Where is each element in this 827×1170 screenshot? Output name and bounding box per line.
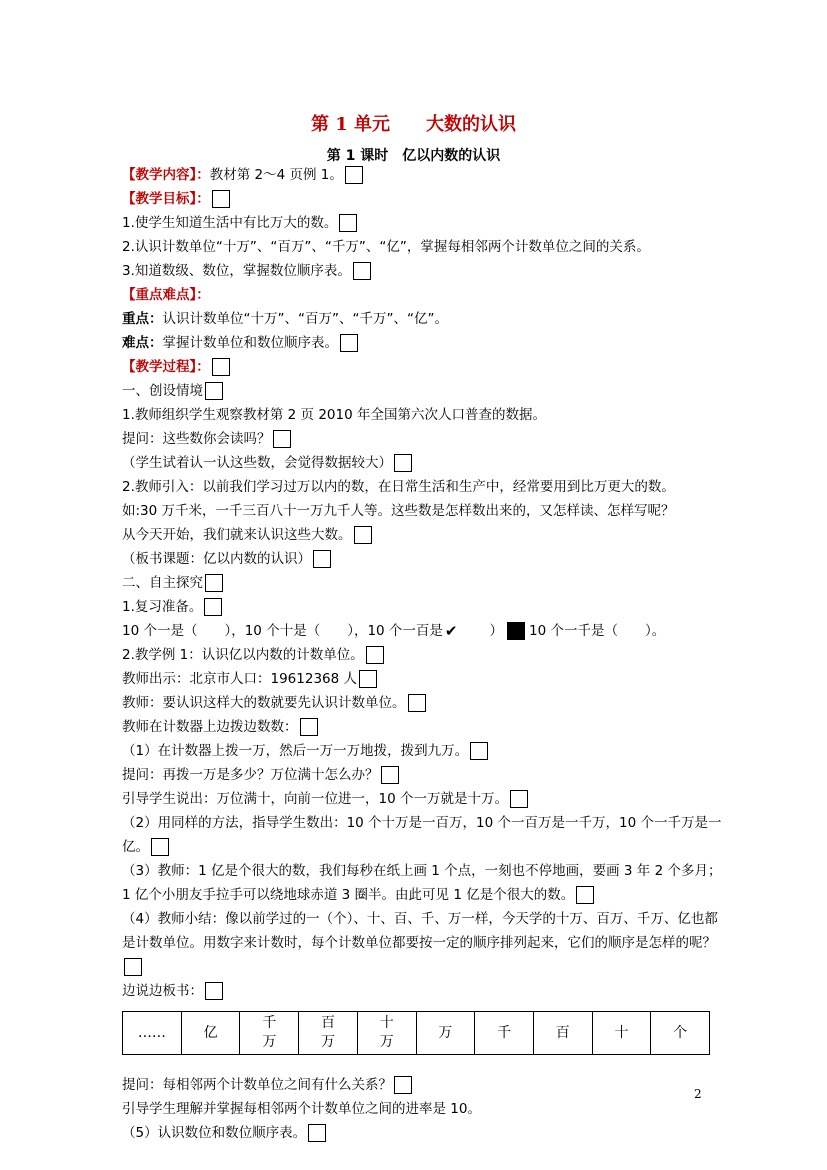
text: 10 个一是（ ），10 个十是（ ），10 个一百是 [122, 623, 443, 639]
section-label: 【重点难点】： [122, 287, 210, 303]
text-line [122, 1073, 722, 1097]
text-line [122, 427, 722, 451]
text-line [122, 499, 722, 523]
text: （3）教师：1 亿是个很大的数，我们每秒在纸上画 1 个点，一刻也不停地画，要画 3 年 2 个多月；1 亿个小朋友手拉手可以绕地球赤道 3 圈半。由此可见 1 亿是个很大的数。 [122, 863, 722, 903]
text: 10 个一千是（ ）。 [529, 623, 666, 639]
checkbox[interactable] [204, 598, 222, 616]
goal-heading [122, 187, 722, 211]
text-line [122, 523, 722, 547]
unit-cell: …… [123, 1012, 182, 1055]
section-label: 【教学过程】： [122, 359, 210, 375]
text: 提问：再拨一万是多少？万位满十怎么办？ [122, 767, 379, 783]
text: （5）认识数位和数位顺序表。 [122, 1125, 307, 1141]
unit-cell: 十 [592, 1012, 651, 1055]
page-title: 第 1 单元 大数的认识 [310, 114, 517, 135]
text: 教师在计数器上边拨边数数： [122, 719, 298, 735]
text-line [122, 259, 722, 283]
text: 引导学生说出：万位满十，向前一位进一，10 个一万就是十万。 [122, 791, 508, 807]
counting-units-table [122, 1011, 710, 1055]
key-heading [122, 283, 722, 307]
checkbox[interactable] [576, 886, 594, 904]
checkbox[interactable] [151, 838, 169, 856]
text-line [122, 403, 722, 427]
checkbox[interactable] [212, 190, 230, 208]
text-line [122, 211, 722, 235]
checkbox[interactable] [470, 742, 488, 760]
text-line [122, 907, 722, 979]
text: （1）在计数器上拨一万，然后一万一万地拨，拨到九万。 [122, 743, 469, 759]
checkbox[interactable] [212, 358, 230, 376]
unit-cell: 十 万 [357, 1012, 416, 1055]
checkbox[interactable] [205, 982, 223, 1000]
lesson-subtitle: 第 1 课时 亿以内数的认识 [326, 148, 501, 164]
document-body [122, 163, 722, 1145]
unit-cell: 千 万 [240, 1012, 299, 1055]
text: 一、创设情境 [122, 383, 203, 399]
text-line [122, 715, 722, 739]
section-label: 【教学目标】： [122, 191, 210, 207]
checkbox[interactable] [354, 526, 372, 544]
text: 1.复习准备。 [122, 599, 203, 615]
text: 认识计数单位“十万”、“百万”、“千万”、“亿”。 [162, 311, 448, 327]
text-line [122, 739, 722, 763]
checkmark-icon: ✔ [444, 622, 458, 640]
text: （4）教师小结：像以前学过的一（个）、十、百、千、万一样，今天学的十万、百万、千万、亿也都是计数单位。用数字来计数时，每个计数单位都要按一定的顺序排列起来，它们的顺序是怎样的呢？ [122, 911, 718, 951]
text-line [122, 307, 722, 331]
process-heading [122, 355, 722, 379]
text: 如:30 万千米，一千三百八十一万九千人等。这些数是怎样数出来的，又怎样读、怎样写呢？ [122, 503, 675, 519]
checkbox[interactable] [366, 646, 384, 664]
checkbox[interactable] [394, 454, 412, 472]
checkbox[interactable] [359, 670, 377, 688]
text-line [122, 643, 722, 667]
text-line [122, 379, 722, 403]
text: 教师出示：北京市人口：19612368 人 [122, 671, 358, 687]
checkbox[interactable] [273, 430, 291, 448]
text-line [122, 1097, 722, 1121]
text-line [122, 451, 722, 475]
text: 3.知道数级、数位，掌握数位顺序表。 [122, 263, 351, 279]
checkbox[interactable] [345, 166, 363, 184]
text: 边说边板书： [122, 983, 203, 999]
checkbox[interactable] [308, 1124, 326, 1142]
text: 教师：要认识这样大的数就要先认识计数单位。 [122, 695, 406, 711]
unit-cell: 千 [475, 1012, 534, 1055]
text-line [122, 547, 722, 571]
text: 二、自主探究 [122, 575, 203, 591]
text: 1.使学生知道生活中有比万大的数。 [122, 215, 338, 231]
label: 重点： [122, 311, 163, 327]
text-line [122, 859, 722, 907]
text-line [122, 1121, 722, 1145]
text-line [122, 667, 722, 691]
text: （学生试着认一认这些数，会觉得数据较大） [122, 455, 392, 471]
unit-cell: 亿 [181, 1012, 240, 1055]
unit-cell: 个 [651, 1012, 710, 1055]
text: 从今天开始，我们就来认识这些大数。 [122, 527, 352, 543]
checkbox[interactable] [510, 790, 528, 808]
unit-cell: 百 万 [299, 1012, 358, 1055]
checkbox[interactable] [408, 694, 426, 712]
checkbox[interactable] [313, 550, 331, 568]
text: ） [489, 623, 503, 639]
text-line [122, 331, 722, 355]
text: 2.认识计数单位“十万”、“百万”、“千万”、“亿”，掌握每相邻两个计数单位之间的关系。 [122, 239, 650, 255]
label: 难点： [122, 335, 163, 351]
text-line [122, 691, 722, 715]
text: 提问：这些数你会读吗？ [122, 431, 271, 447]
text-line [122, 619, 722, 643]
text-line [122, 595, 722, 619]
unit-cell: 百 [533, 1012, 592, 1055]
text: 提问：每相邻两个计数单位之间有什么关系？ [122, 1077, 392, 1093]
checkbox[interactable] [205, 574, 223, 592]
checkbox[interactable] [353, 262, 371, 280]
content-line [122, 163, 722, 187]
text-line [122, 787, 722, 811]
text-line [122, 235, 722, 259]
checkbox[interactable] [205, 382, 223, 400]
checkbox[interactable] [394, 1076, 412, 1094]
content-text: 教材第 2～4 页例 1。 [209, 167, 343, 183]
text: （2）用同样的方法，指导学生数出：10 个十万是一百万，10 个一百万是一千万，10 个一千万是一亿。 [122, 815, 722, 855]
text: 引导学生理解并掌握每相邻两个计数单位之间的进率是 10。 [122, 1101, 481, 1117]
section-label: 【教学内容】： [122, 167, 210, 183]
text-line [122, 811, 722, 859]
checkbox[interactable] [381, 766, 399, 784]
text: 掌握计数单位和数位顺序表。 [162, 335, 338, 351]
filled-square-icon [507, 622, 525, 640]
text: 1.教师组织学生观察教材第 2 页 2010 年全国第六次人口普查的数据。 [122, 407, 546, 423]
text-line [122, 571, 722, 595]
checkbox[interactable] [300, 718, 318, 736]
checkbox[interactable] [339, 214, 357, 232]
page-number: 2 [694, 1087, 702, 1101]
text-line [122, 763, 722, 787]
text: 2.教学例 1：认识亿以内数的计数单位。 [122, 647, 364, 663]
table-row [123, 1012, 710, 1055]
unit-cell: 万 [416, 1012, 475, 1055]
text-line [122, 979, 722, 1003]
checkbox[interactable] [340, 334, 358, 352]
text: 2.教师引入：以前我们学习过万以内的数，在日常生活和生产中，经常要用到比万更大的数。 [122, 479, 675, 495]
text: （板书课题：亿以内数的认识） [122, 551, 311, 567]
checkbox[interactable] [124, 958, 142, 976]
text-line [122, 475, 722, 499]
